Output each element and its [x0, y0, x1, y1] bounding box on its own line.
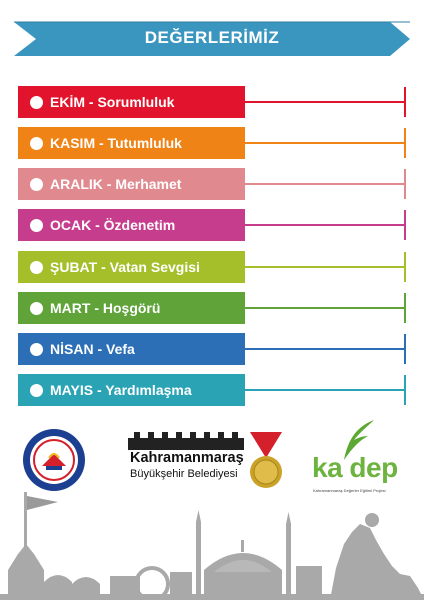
bullet-icon [30, 96, 43, 109]
month-bar [18, 292, 245, 324]
month-row-nisan [18, 333, 410, 365]
writing-line [245, 183, 405, 185]
month-bar [18, 209, 245, 241]
bullet-icon [30, 219, 43, 232]
month-row-aralik [18, 168, 410, 200]
month-row-ekim [18, 86, 410, 118]
month-row-mart [18, 292, 410, 324]
month-row-subat [18, 251, 410, 283]
line-end-tick [404, 210, 406, 240]
page-title: DEĞERLERİMİZ [144, 28, 280, 47]
month-bar [18, 127, 245, 159]
month-bar [18, 333, 245, 365]
kadep-subtitle: Kahramanmaraş Değerler Eğitimi Projesi [313, 488, 386, 493]
education-directorate-logo [22, 428, 86, 492]
city-skyline-silhouette [0, 484, 424, 600]
bullet-icon [30, 178, 43, 191]
bullet-icon [30, 261, 43, 274]
line-end-tick [404, 334, 406, 364]
line-end-tick [404, 87, 406, 117]
month-label: ŞUBAT - Vatan Sevgisi [50, 259, 200, 275]
bullet-icon [30, 302, 43, 315]
bullet-icon [30, 343, 43, 356]
month-label: OCAK - Özdenetim [50, 217, 176, 233]
line-end-tick [404, 128, 406, 158]
month-label: KASIM - Tutumluluk [50, 135, 182, 151]
municipality-subtitle: Büyükşehir Belediyesi [130, 468, 238, 480]
kadep-wordmark: ka dep [312, 452, 398, 483]
month-label: ARALIK - Merhamet [50, 176, 182, 192]
month-bar [18, 86, 245, 118]
month-row-ocak [18, 209, 410, 241]
month-bar [18, 374, 245, 406]
bullet-icon [30, 384, 43, 397]
month-label: MAYIS - Yardımlaşma [50, 382, 192, 398]
line-end-tick [404, 252, 406, 282]
month-label: EKİM - Sorumluluk [50, 94, 175, 110]
writing-line [245, 266, 405, 268]
month-bar [18, 168, 245, 200]
month-row-mayis [18, 374, 410, 406]
bullet-icon [30, 137, 43, 150]
line-end-tick [404, 169, 406, 199]
month-bar [18, 251, 245, 283]
month-label: NİSAN - Vefa [50, 341, 135, 357]
line-end-tick [404, 293, 406, 323]
month-label: MART - Hoşgörü [50, 300, 161, 316]
month-row-kasim [18, 127, 410, 159]
writing-line [245, 348, 405, 350]
title-banner [14, 20, 410, 58]
writing-line [245, 307, 405, 309]
writing-line [245, 224, 405, 226]
writing-line [245, 142, 405, 144]
writing-line [245, 101, 405, 103]
writing-line [245, 389, 405, 391]
municipality-name: Kahramanmaraş [130, 450, 244, 466]
line-end-tick [404, 375, 406, 405]
